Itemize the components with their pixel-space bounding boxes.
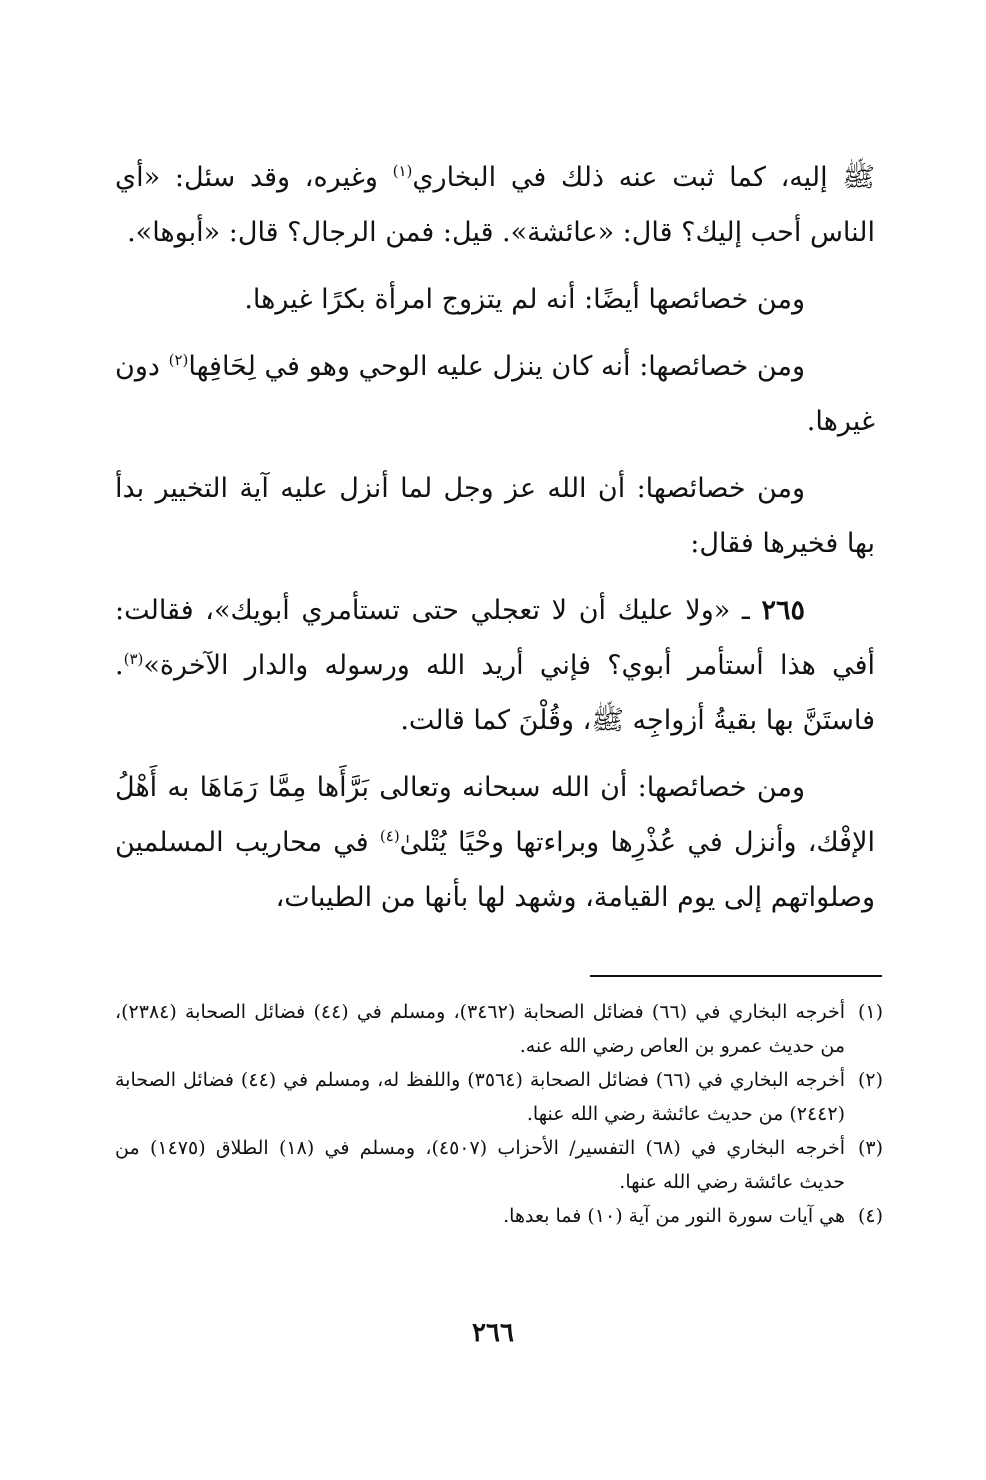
footnote-2 [115, 1063, 883, 1131]
footnote-divider [590, 975, 882, 977]
footnote-text: هي آيات سورة النور من آية (١٠) فما بعدها. [503, 1205, 845, 1227]
paragraph-6-tail: في محاريب المسلمين وصلواتهم إلى يوم القيامة، وشهد لها بأنها من الطيبات، [115, 827, 875, 913]
paragraph-6-text: ومن خصائصها: أن الله سبحانه وتعالى بَرَّأَها مِمَّا رَمَاهَا به أَهْلُ الإفْك، وأنزل في عُذْرِها وبراءتها وحْيًا يُتْلىٰ [115, 772, 875, 858]
hadith-265 [115, 583, 875, 748]
footnote-number: (٣) [857, 1137, 883, 1159]
paragraph-3-tail: دون غيرها. [115, 351, 875, 437]
footnote-ref-2[interactable]: (٢) [168, 351, 189, 369]
footnote-number: (١) [857, 1001, 883, 1023]
footnote-ref-3[interactable]: (٣) [123, 650, 144, 668]
footnote-3 [115, 1131, 883, 1199]
hadith-number: ٢٦٥ [761, 595, 805, 626]
footnote-text: أخرجه البخاري في (٦٦) فضائل الصحابة (٣٥٦٤) واللفظ له، ومسلم في (٤٤) فضائل الصحابة (٢٤٤٢) من حديث عائشة رضي الله عنها. [115, 1069, 846, 1125]
paragraph-2: ومن خصائصها أيضًا: أنه لم يتزوج امرأة بكرًا غيرها. [244, 284, 805, 315]
paragraph-1 [115, 150, 875, 260]
footnote-ref-1[interactable]: (١) [392, 162, 413, 180]
paragraph-6 [115, 760, 875, 925]
paragraph-1-tail: وغيره، وقد سئل: «أي الناس أحب إليك؟ قال: «عائشة». قيل: فمن الرجال؟ قال: «أبوها». [115, 162, 875, 248]
paragraph-3 [115, 339, 875, 449]
hadith-tail: . فاستَنَّ بها بقيةُ أزواجِه ﷺ، وقُلْنَ كما قالت. [115, 650, 875, 736]
paragraph-4: ومن خصائصها: أن الله عز وجل لما أنزل عليه آية التخيير بدأ بها فخيرها فقال: [115, 473, 875, 559]
hadith-text: ـ «ولا عليك أن لا تعجلي حتى تستأمري أبويك»، فقالت: أفي هذا أستأمر أبوي؟ فإني أريد الله ورسوله والدار الآخرة» [115, 595, 875, 681]
page-number: ٢٦٦ [472, 1318, 514, 1348]
footnote-text: أخرجه البخاري في (٦٨) التفسير/ الأحزاب (٤٥٠٧)، ومسلم في (١٨) الطلاق (١٤٧٥) من حديث عائشة رضي الله عنها. [115, 1137, 846, 1193]
footnote-text: أخرجه البخاري في (٦٦) فضائل الصحابة (٣٤٦٢)، ومسلم في (٤٤) فضائل الصحابة (٢٣٨٤)، من حديث عمرو بن العاص رضي الله عنه. [115, 1001, 845, 1057]
paragraph-1-text: ﷺ إليه، كما ثبت عنه ذلك في البخاري [412, 162, 875, 193]
footnote-number: (٢) [857, 1069, 883, 1091]
footnote-ref-4[interactable]: (٤) [379, 827, 400, 845]
footnote-1 [115, 995, 883, 1063]
footnote-number: (٤) [857, 1205, 883, 1227]
footnotes [115, 995, 883, 1233]
paragraph-3-text: ومن خصائصها: أنه كان ينزل عليه الوحي وهو في لِحَافِها [188, 351, 805, 382]
main-text [115, 150, 875, 925]
footnote-4 [115, 1199, 883, 1233]
